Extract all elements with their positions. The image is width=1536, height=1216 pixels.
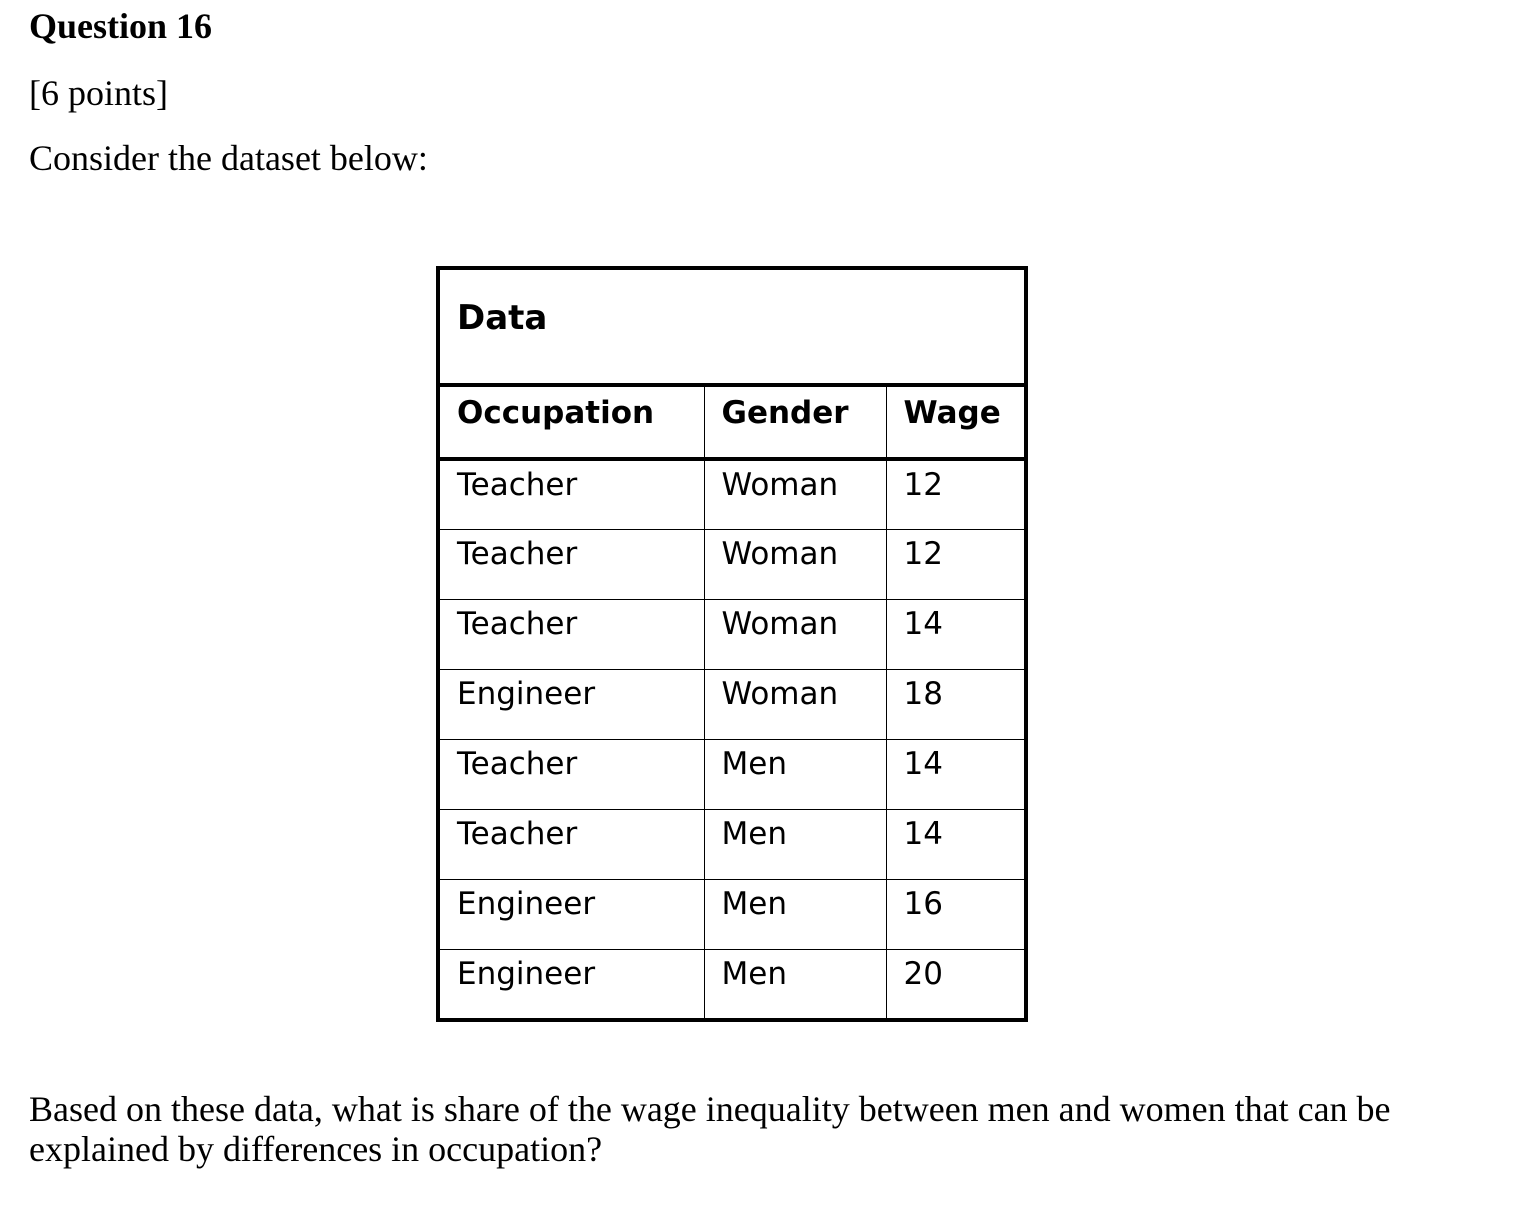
cell-wage: 18 xyxy=(886,669,1026,739)
table-row xyxy=(438,950,1026,1020)
header-gender: Gender xyxy=(704,385,886,459)
header-occupation: Occupation xyxy=(438,385,704,459)
cell-occupation: Teacher xyxy=(438,810,704,880)
cell-gender: Men xyxy=(704,950,886,1020)
cell-occupation: Engineer xyxy=(438,950,704,1020)
question-intro: Consider the dataset below: xyxy=(29,138,428,178)
cell-gender: Woman xyxy=(704,459,886,529)
question-points: [6 points] xyxy=(29,73,168,113)
cell-occupation: Engineer xyxy=(438,669,704,739)
cell-wage: 12 xyxy=(886,529,1026,599)
table-title: Data xyxy=(438,268,1026,385)
table-row xyxy=(438,529,1026,599)
cell-wage: 20 xyxy=(886,950,1026,1020)
cell-wage: 12 xyxy=(886,459,1026,529)
question-prompt: Based on these data, what is share of the wage inequality between men and women that can be explained by differences in occupation? xyxy=(29,1089,1391,1169)
cell-occupation: Teacher xyxy=(438,740,704,810)
table-row xyxy=(438,459,1026,529)
cell-gender: Woman xyxy=(704,529,886,599)
question-title: Question 16 xyxy=(29,6,213,46)
cell-gender: Men xyxy=(704,880,886,950)
cell-occupation: Teacher xyxy=(438,459,704,529)
cell-wage: 14 xyxy=(886,740,1026,810)
cell-wage: 14 xyxy=(886,599,1026,669)
table-row xyxy=(438,740,1026,810)
table-row xyxy=(438,810,1026,880)
table-row xyxy=(438,599,1026,669)
cell-wage: 16 xyxy=(886,880,1026,950)
table-row xyxy=(438,880,1026,950)
table-row xyxy=(438,669,1026,739)
cell-occupation: Engineer xyxy=(438,880,704,950)
cell-gender: Men xyxy=(704,740,886,810)
cell-gender: Woman xyxy=(704,599,886,669)
data-table xyxy=(436,266,1028,1022)
cell-occupation: Teacher xyxy=(438,599,704,669)
cell-wage: 14 xyxy=(886,810,1026,880)
cell-gender: Men xyxy=(704,810,886,880)
cell-occupation: Teacher xyxy=(438,529,704,599)
table-header-row xyxy=(438,385,1026,459)
cell-gender: Woman xyxy=(704,669,886,739)
header-wage: Wage xyxy=(886,385,1026,459)
table-title-row xyxy=(438,268,1026,385)
